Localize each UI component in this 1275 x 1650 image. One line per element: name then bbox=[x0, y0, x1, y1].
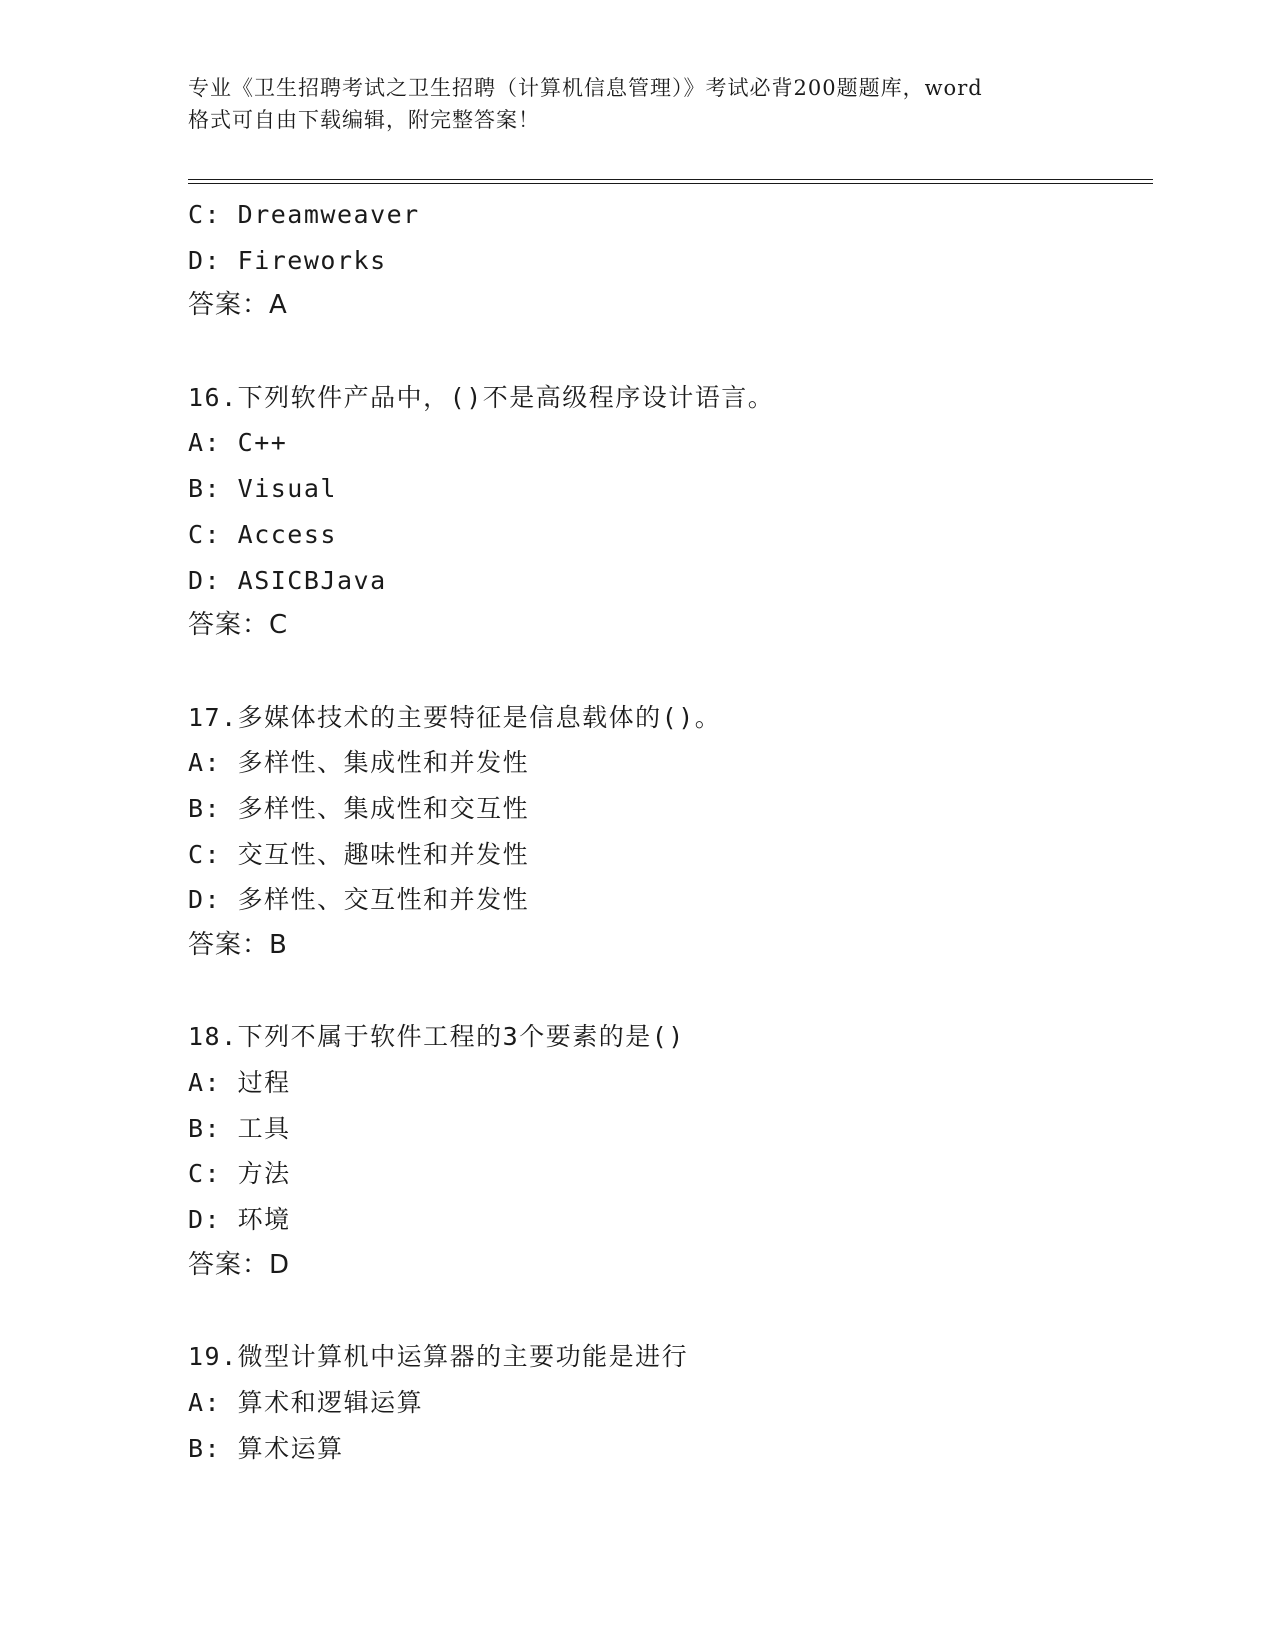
question-text: 17.多媒体技术的主要特征是信息载体的()。 bbox=[188, 702, 722, 732]
option-a: A: 多样性、集成性和并发性 bbox=[188, 748, 530, 778]
spacer bbox=[188, 969, 1153, 1015]
answer-line: 答案：D bbox=[188, 1249, 291, 1280]
question-text: 16.下列软件产品中，()不是高级程序设计语言。 bbox=[188, 382, 775, 412]
spacer bbox=[188, 649, 1153, 695]
option-d: D: ASICBJava bbox=[188, 565, 387, 595]
question-block-17 bbox=[188, 695, 1153, 969]
header-line-2: 格式可自由下载编辑，附完整答案！ bbox=[188, 108, 540, 132]
answer-line: 答案：C bbox=[188, 610, 289, 641]
spacer bbox=[188, 329, 1153, 375]
header-divider-bottom bbox=[188, 183, 1153, 184]
answer-line: 答案：B bbox=[188, 930, 288, 960]
option-c: C: 交互性、趣味性和并发性 bbox=[188, 839, 530, 869]
question-block-18 bbox=[188, 1014, 1153, 1288]
question-block-16 bbox=[188, 375, 1153, 649]
option-c: C: 方法 bbox=[188, 1159, 291, 1189]
question-list bbox=[188, 192, 1153, 1471]
header-line-1: 专业《卫生招聘考试之卫生招聘（计算机信息管理）》考试必背200题题库，word bbox=[188, 76, 983, 100]
option-b: B: 算术运算 bbox=[188, 1433, 344, 1463]
option-d: D: Fireworks bbox=[188, 245, 387, 275]
option-c: C: Dreamweaver bbox=[188, 200, 420, 229]
question-block-15 bbox=[188, 192, 1153, 329]
document-header bbox=[188, 72, 1088, 136]
option-b: B: 多样性、集成性和交互性 bbox=[188, 793, 530, 823]
option-b: B: 工具 bbox=[188, 1113, 291, 1143]
option-d: D: 环境 bbox=[188, 1205, 291, 1235]
question-text: 19.微型计算机中运算器的主要功能是进行 bbox=[188, 1342, 689, 1372]
option-b: B: Visual bbox=[188, 474, 337, 504]
question-block-19 bbox=[188, 1334, 1153, 1471]
option-a: A: C++ bbox=[188, 428, 288, 458]
option-a: A: 过程 bbox=[188, 1068, 291, 1098]
header-divider-top bbox=[188, 179, 1153, 180]
option-d: D: 多样性、交互性和并发性 bbox=[188, 885, 530, 915]
spacer bbox=[188, 1289, 1153, 1335]
option-c: C: Access bbox=[188, 519, 337, 549]
option-a: A: 算术和逻辑运算 bbox=[188, 1387, 424, 1417]
answer-line: 答案：A bbox=[188, 290, 288, 321]
question-text: 18.下列不属于软件工程的3个要素的是() bbox=[188, 1022, 685, 1052]
